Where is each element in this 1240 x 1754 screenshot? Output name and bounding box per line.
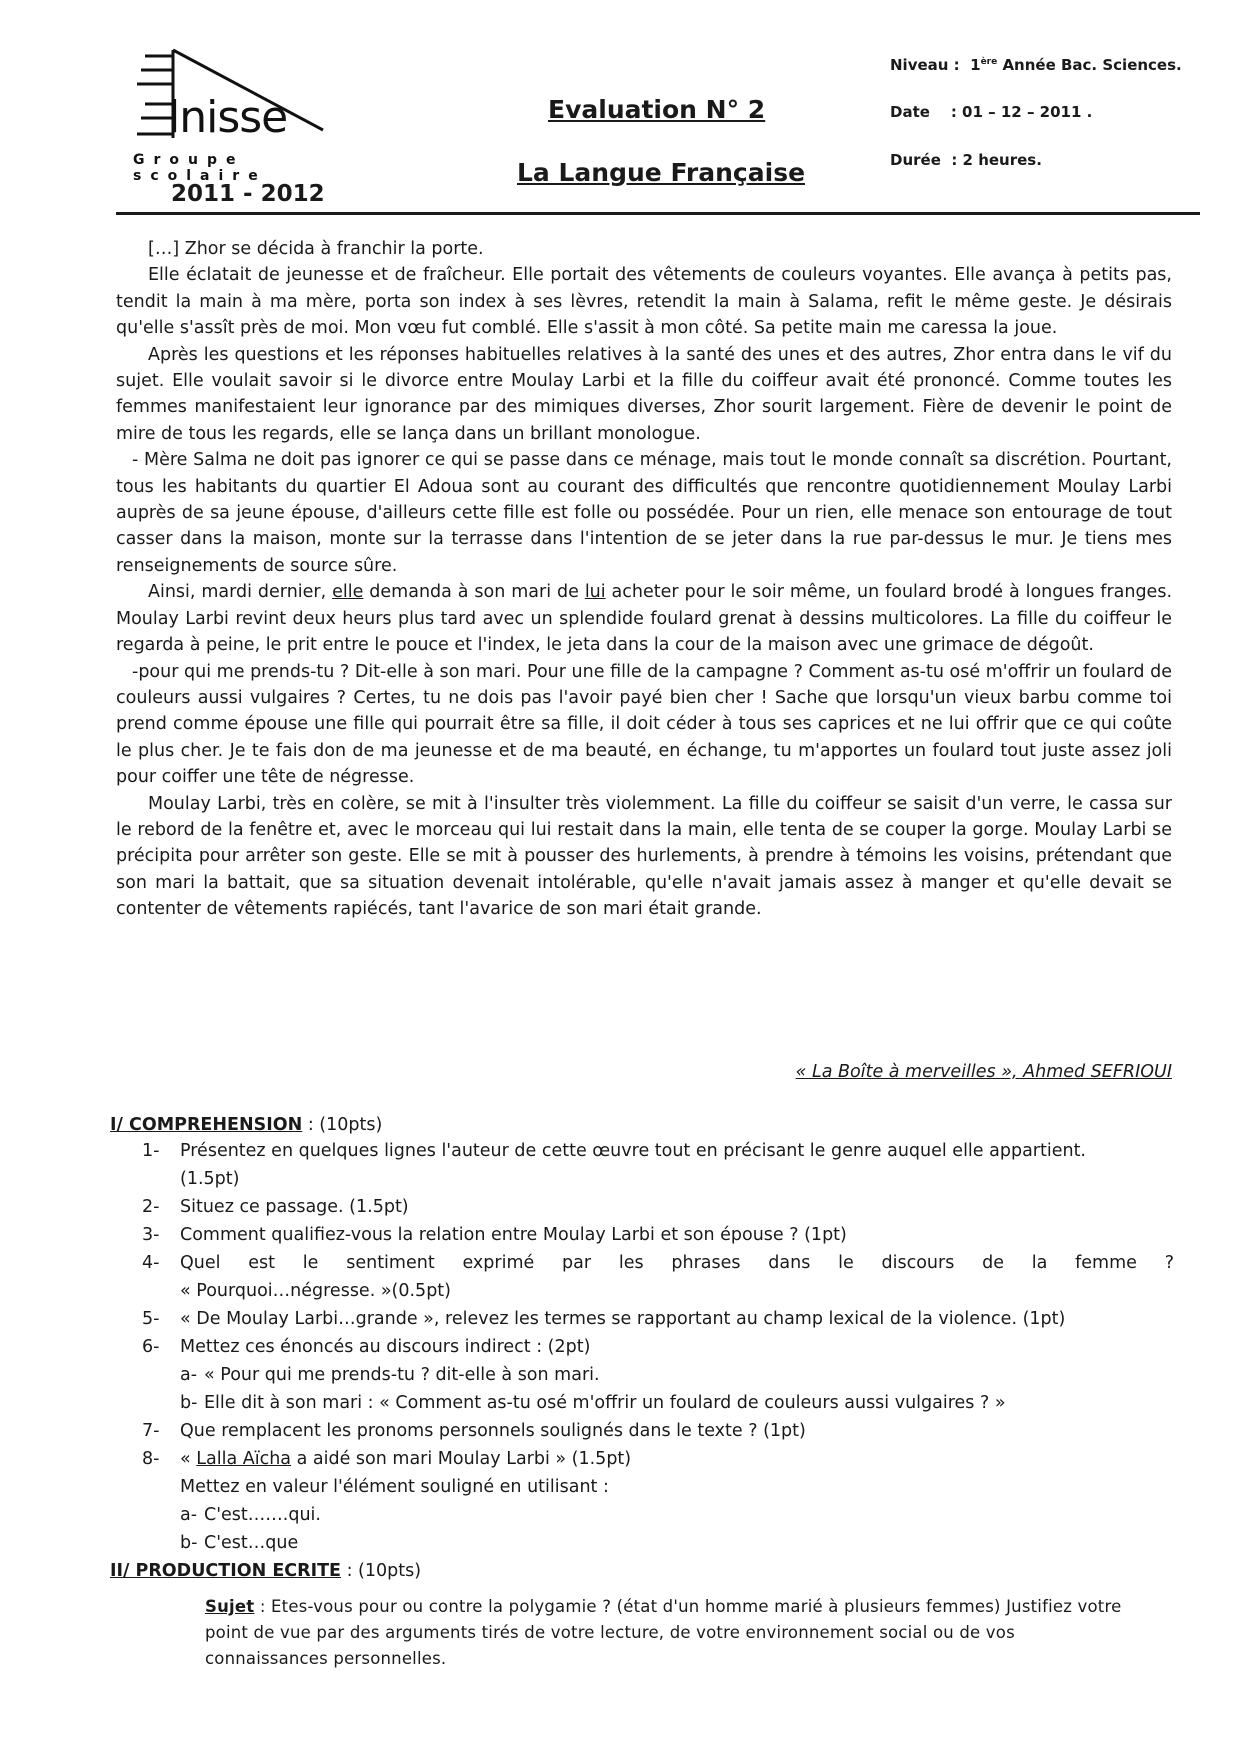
school-year: 2011 - 2012 [171,181,325,207]
header-divider [116,212,1200,215]
sub-question-b: b- C'est…que [180,1533,299,1553]
passage-paragraph-5 [116,579,1172,658]
comprehension-heading [110,1111,382,1139]
passage-paragraph-4: - Mère Salma ne doit pas ignorer ce qui se passe dans ce ménage, mais tout le monde connaît sa discrétion. Pourtant, tous les habitants du quartier El Adoua sont au courant des difficultés que rencontre quotidiennement Moulay Larbi auprès de sa jeune épouse, d'ailleurs cette fille est folle ou possédée. Pour un rien, elle menace son entourage de tout casser dans la maison, monte sur la terrasse dans l'intention de se jeter dans la rue par-dessus le mur. Je tiens mes renseignements de source sûre. [116,450,1172,576]
question-row: 8- « Lalla Aïcha a aidé son mari Moulay Larbi » (1.5pt) [142,1449,632,1469]
passage-paragraph-1: […] Zhor se décida à franchir la porte. [148,239,484,259]
passage-source: « La Boîte à merveilles », Ahmed SEFRIOUI [795,1062,1172,1082]
question-text: Mettez ces énoncés au discours indirect : (2pt) [180,1337,591,1357]
question-row [142,1305,1174,1333]
p5-part-c: acheter pour le soir même, un foulard brodé à longues franges. Moulay Larbi revint deux heurs plus tard avec un splendide foulard grenat à dessins multicolores. La fille du coiffeur le regarda à peine, le prit entre le pouce et l'index, le jeta dans la cour de la maison avec une grimace de dégoût. [116,582,1173,656]
question-number [142,1277,180,1305]
question-number: 3- [142,1225,160,1245]
school-logo [133,48,373,184]
question-number: 6- [142,1337,160,1357]
underlined-pronoun-lui: lui [584,582,606,603]
reading-passage [116,236,1172,923]
passage-paragraph-2: Elle éclatait de jeunesse et de fraîcheur. Elle portait des vêtements de couleurs voyantes. Elle avança à petits pas, tendit la main à ma mère, porta son index à ses lèvres, retendit la main à Salama, refit le même geste. Je désirais qu'elle s'assît près de moi. Mon vœu fut comblé. Elle s'assit à mon côté. Sa petite main me caressa la joue. [116,265,1172,339]
duree-row [890,151,1042,169]
question-text: « Pourquoi…négresse. »(0.5pt) [180,1281,451,1301]
logo-subtitle: Groupe scolaire [133,152,267,184]
logo-name: lnisse [168,92,288,143]
underlined-lalla-aicha: Lalla Aïcha [196,1449,292,1469]
sub-question-b: b- Elle dit à son mari : « Comment as-tu osé m'offrir un foulard de couleurs aussi vulgaires ? » [180,1393,1006,1413]
writing-subject [205,1594,1135,1672]
passage-paragraph-3: Après les questions et les réponses habituelles relatives à la santé des unes et des autres, Zhor entra dans le vif du sujet. Elle voulait savoir si le divorce entre Moulay Larbi et la fille du coiffeur avait été prononcé. Comme toutes les femmes manifestaient leur ignorance par des mimiques diverses, Zhor sourit largement. Fière de devenir le point de mire de tous les regards, elle se lança dans un brillant monologue. [116,344,1172,444]
date-value: : 01 – 12 – 2011 . [950,103,1093,121]
question-row: 7- Que remplacent les pronoms personnels soulignés dans le texte ? (1pt) [142,1421,806,1441]
comprehension-points: : (10pts) [302,1115,383,1135]
question-text: Situez ce passage. (1.5pt) [180,1197,409,1217]
question-text: (1.5pt) [180,1169,240,1189]
question-number: 5- [142,1309,160,1329]
passage-paragraph-6: -pour qui me prends-tu ? Dit-elle à son mari. Pour une fille de la campagne ? Comment as-tu osé m'offrir un foulard de couleurs aussi vulgaires ? Certes, tu ne dois pas l'avoir payé bien cher ! Sache que lorsqu'un vieux barbu comme toi prend comme épouse une fille qui pourrait être sa fille, il doit céder à tous ses caprices et ne lui offrir que ce qui coûte le plus cher. Je te fais don de ma jeunesse et de ma beauté, en échange, tu m'apportes un foulard tout juste assez joli pour coiffer une tête de négresse. [116,661,1172,788]
question-row [142,1333,1174,1361]
passage-paragraph-7: Moulay Larbi, très en colère, se mit à l'insulter très violemment. La fille du coiffeur se saisit d'un verre, le cassa sur le rebord de la fenêtre et, avec le morceau qui lui restait dans la main, elle tenta de se couper la gorge. Moulay Larbi se précipita pour arrêter son geste. Elle se mit à pousser des hurlements, à prendre à témoins les voisins, prétendant que son mari la battait, que sa situation devenait intolérable, qu'elle n'avait jamais assez à manger et qu'elle devait se contenter de vêtements rapiécés, tant l'avarice de son mari était grande. [116,793,1172,920]
date-row [890,103,1092,121]
question-text: Comment qualifiez-vous la relation entre Moulay Larbi et son épouse ? (1pt) [180,1225,847,1245]
p5-part-a: Ainsi, mardi dernier, [148,582,333,603]
question-row [142,1221,1174,1249]
date-label: Date [890,103,930,121]
sub-question-a: a- C'est…….qui. [180,1505,321,1525]
production-heading [110,1561,421,1581]
subject-text: : Etes-vous pour ou contre la polygamie ? (état d'un homme marié à plusieurs femmes) Justifiez votre point de vue par des arguments tirés de votre lecture, de votre environnement social ou de vos connaissances personnelles. [205,1597,1122,1668]
question-text: Présentez en quelques lignes l'auteur de cette œuvre tout en précisant le genre auquel elle appartient. [180,1141,1086,1161]
niveau-value-num: 1 [970,56,981,74]
sub-question-a: a- « Pour qui me prends-tu ? dit-elle à son mari. [180,1365,600,1385]
production-points: : (10pts) [341,1561,422,1581]
duree-label: Durée [890,151,941,169]
question-row [142,1277,1174,1305]
production-title: II/ PRODUCTION ECRITE [110,1561,342,1581]
question-number: 2- [142,1197,160,1217]
question-text: « De Moulay Larbi…grande », relevez les termes se rapportant au champ lexical de la violence. (1pt) [180,1309,1066,1329]
question-row [142,1165,1174,1193]
niveau-value-sup: ère [980,57,998,67]
niveau-row [890,56,1182,74]
question-row [142,1193,1174,1221]
niveau-label: Niveau : [890,56,960,74]
duree-value: : 2 heures. [951,151,1042,169]
subject-title: La Langue Française [517,158,806,187]
evaluation-title: Evaluation N° 2 [548,95,766,124]
underlined-pronoun-elle: elle [332,582,364,603]
subject-label: Sujet [205,1597,255,1616]
question-row [142,1137,1174,1165]
question-row [142,1249,1174,1277]
p5-part-b: demanda à son mari de [363,582,585,603]
question-list [142,1137,1174,1557]
question-number: 1- [142,1141,160,1161]
comprehension-title: I/ COMPREHENSION [110,1115,303,1135]
question-row: Mettez en valeur l'élément souligné en utilisant : a- C'est…….qui. b- C'est…que [142,1473,1174,1557]
question-number [142,1165,180,1193]
niveau-value: Année Bac. Sciences. [1002,56,1182,74]
question-text: Quel est le sentiment exprimé par les phrases dans le discours de la femme ? [180,1253,1174,1273]
question-number: 4- [142,1253,160,1273]
question-row [142,1361,1174,1417]
